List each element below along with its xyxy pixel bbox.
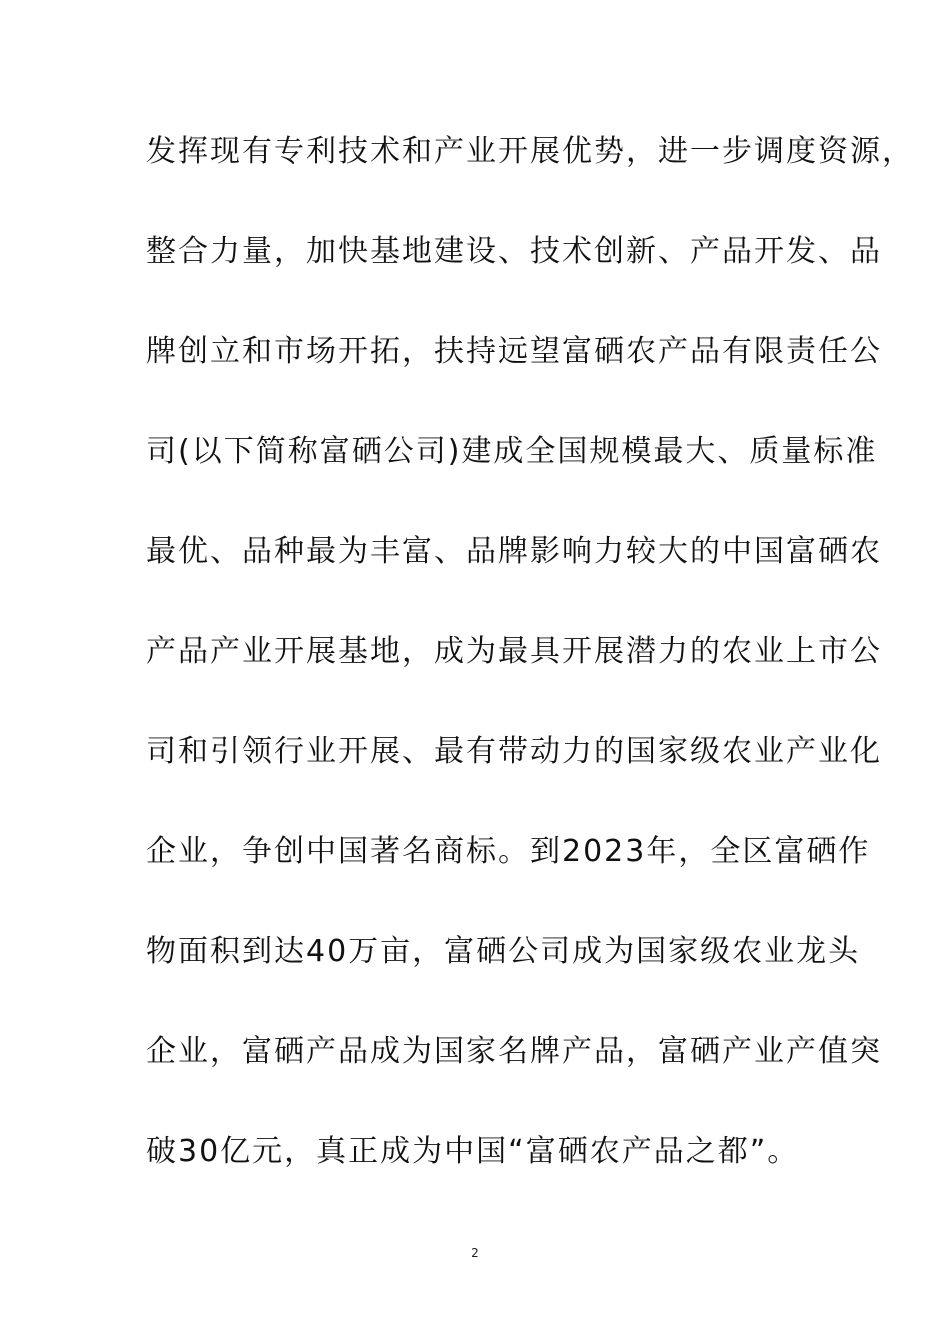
text-line: 企业，富硒产品成为国家名牌产品，富硒产业产值突 bbox=[146, 1034, 882, 1069]
text-line: 牌创立和市场开拓，扶持远望富硒农产品有限责任公 bbox=[146, 334, 882, 369]
text-line: 物面积到达40万亩，富硒公司成为国家级农业龙头 bbox=[146, 934, 861, 969]
text-line: 产品产业开展基地，成为最具开展潜力的农业上市公 bbox=[146, 634, 882, 669]
text-line: 司和引领行业开展、最有带动力的国家级农业产业化 bbox=[146, 734, 882, 769]
page-number: 2 bbox=[471, 1246, 479, 1260]
text-line: 发挥现有专利技术和产业开展优势，进一步调度资源， bbox=[146, 134, 914, 169]
text-line: 破30亿元，真正成为中国“富硒农产品之都”。 bbox=[146, 1134, 800, 1169]
text-line: 司(以下简称富硒公司)建成全国规模最大、质量标准 bbox=[146, 434, 878, 469]
text-line: 整合力量，加快基地建设、技术创新、产品开发、品 bbox=[146, 234, 882, 269]
text-line: 最优、品种最为丰富、品牌影响力较大的中国富硒农 bbox=[146, 534, 882, 569]
body-paragraph bbox=[146, 126, 914, 1226]
text-line: 企业，争创中国著名商标。到2023年，全区富硒作 bbox=[146, 834, 871, 869]
